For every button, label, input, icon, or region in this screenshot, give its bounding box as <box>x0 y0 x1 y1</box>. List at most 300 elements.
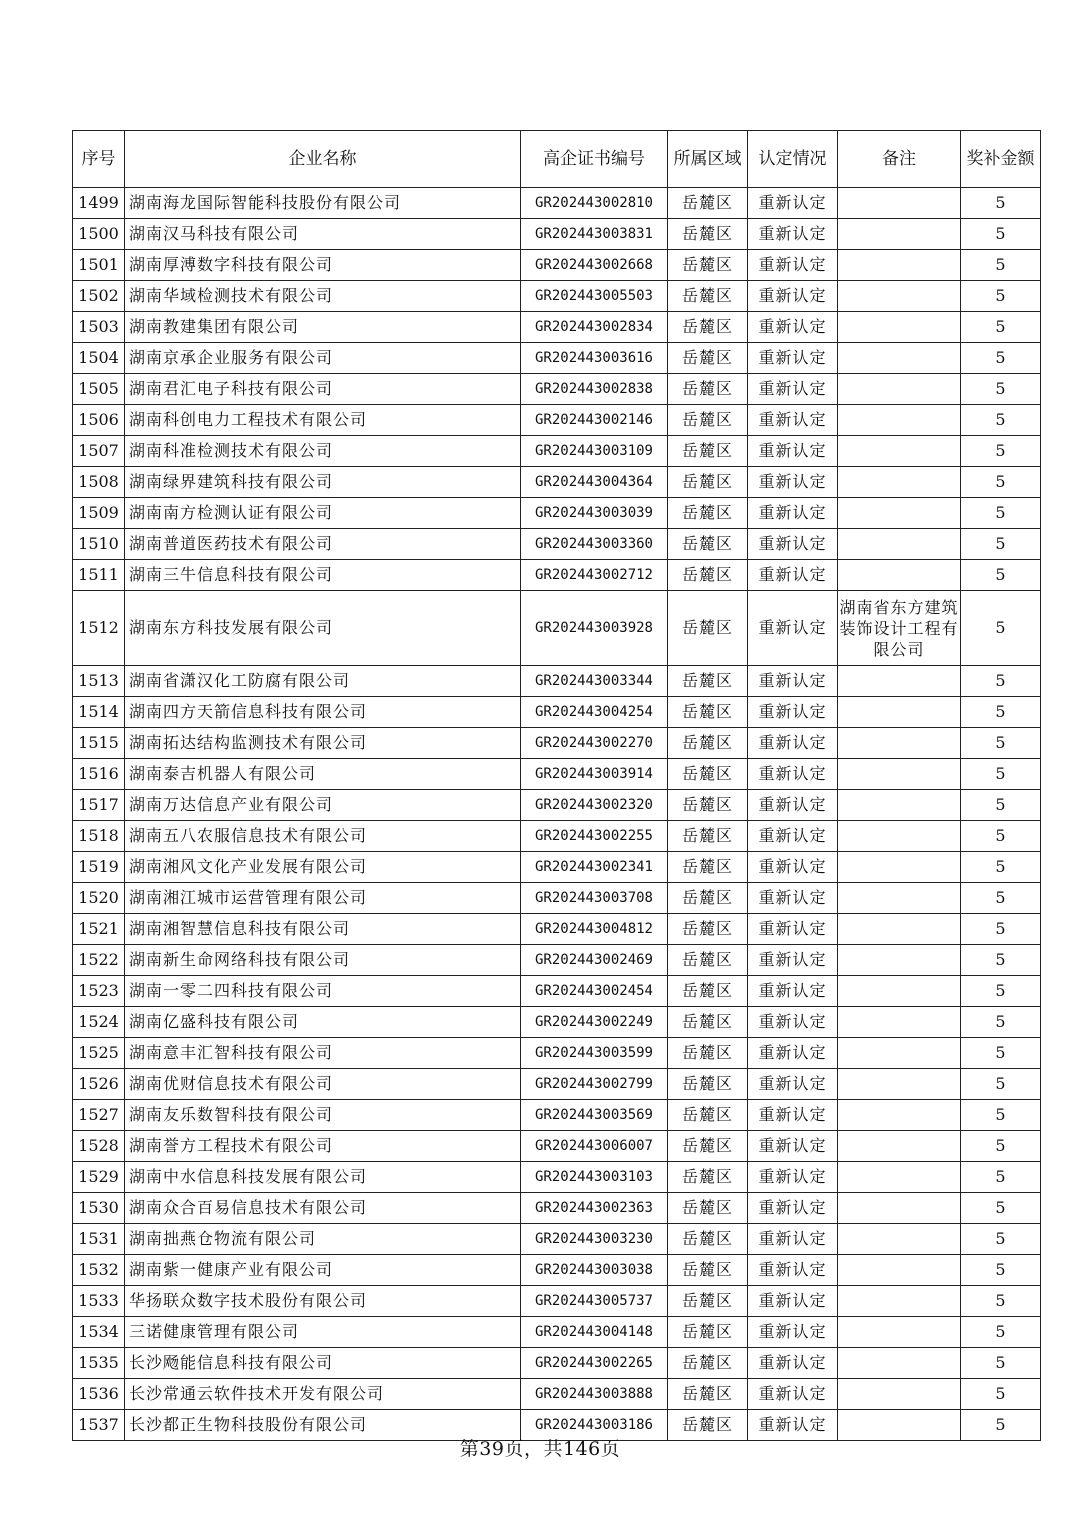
cell-amount: 5 <box>961 697 1041 728</box>
cell-status: 重新认定 <box>748 591 838 666</box>
cell-amount: 5 <box>961 281 1041 312</box>
cell-region: 岳麓区 <box>668 1131 748 1162</box>
cell-amount: 5 <box>961 1348 1041 1379</box>
cell-seq: 1508 <box>73 467 125 498</box>
cell-note <box>838 1162 961 1193</box>
cell-cert-number: GR202443002712 <box>521 560 668 591</box>
cell-company-name: 湖南湘风文化产业发展有限公司 <box>125 852 521 883</box>
cell-seq: 1499 <box>73 188 125 219</box>
cell-amount: 5 <box>961 1410 1041 1441</box>
cell-note <box>838 405 961 436</box>
cell-region: 岳麓区 <box>668 591 748 666</box>
cell-note <box>838 821 961 852</box>
cell-region: 岳麓区 <box>668 945 748 976</box>
cell-amount: 5 <box>961 666 1041 697</box>
cell-region: 岳麓区 <box>668 883 748 914</box>
cell-status: 重新认定 <box>748 1348 838 1379</box>
cell-note <box>838 697 961 728</box>
cell-seq: 1532 <box>73 1255 125 1286</box>
table-row <box>73 436 1041 467</box>
cell-seq: 1500 <box>73 219 125 250</box>
cell-cert-number: GR202443002838 <box>521 374 668 405</box>
cell-note <box>838 560 961 591</box>
cell-seq: 1519 <box>73 852 125 883</box>
header-status: 认定情况 <box>748 131 838 188</box>
cell-seq: 1527 <box>73 1100 125 1131</box>
cell-company-name: 湖南拓达结构监测技术有限公司 <box>125 728 521 759</box>
cell-cert-number: GR202443003831 <box>521 219 668 250</box>
cell-status: 重新认定 <box>748 1131 838 1162</box>
cell-region: 岳麓区 <box>668 529 748 560</box>
table-row <box>73 852 1041 883</box>
cell-company-name: 湖南君汇电子科技有限公司 <box>125 374 521 405</box>
cell-region: 岳麓区 <box>668 250 748 281</box>
cell-seq: 1526 <box>73 1069 125 1100</box>
cell-amount: 5 <box>961 529 1041 560</box>
cell-note <box>838 312 961 343</box>
cell-note <box>838 1100 961 1131</box>
cell-company-name: 湖南众合百易信息技术有限公司 <box>125 1193 521 1224</box>
cell-status: 重新认定 <box>748 759 838 790</box>
cell-company-name: 湖南绿界建筑科技有限公司 <box>125 467 521 498</box>
cell-seq: 1502 <box>73 281 125 312</box>
cell-status: 重新认定 <box>748 1100 838 1131</box>
cell-amount: 5 <box>961 759 1041 790</box>
table-body <box>73 188 1041 1441</box>
cell-amount: 5 <box>961 976 1041 1007</box>
table-row <box>73 1100 1041 1131</box>
cell-status: 重新认定 <box>748 1379 838 1410</box>
cell-seq: 1530 <box>73 1193 125 1224</box>
cell-amount: 5 <box>961 591 1041 666</box>
header-company-name: 企业名称 <box>125 131 521 188</box>
cell-note <box>838 728 961 759</box>
table-row <box>73 188 1041 219</box>
cell-seq: 1524 <box>73 1007 125 1038</box>
cell-region: 岳麓区 <box>668 821 748 852</box>
cell-seq: 1501 <box>73 250 125 281</box>
cell-status: 重新认定 <box>748 821 838 852</box>
cell-amount: 5 <box>961 1007 1041 1038</box>
cell-cert-number: GR202443005737 <box>521 1286 668 1317</box>
cell-company-name: 湖南誉方工程技术有限公司 <box>125 1131 521 1162</box>
table-row <box>73 1286 1041 1317</box>
table-row <box>73 666 1041 697</box>
cell-company-name: 华扬联众数字技术股份有限公司 <box>125 1286 521 1317</box>
cell-cert-number: GR202443004364 <box>521 467 668 498</box>
header-row <box>73 131 1041 188</box>
cell-cert-number: GR202443003888 <box>521 1379 668 1410</box>
cell-region: 岳麓区 <box>668 498 748 529</box>
cell-cert-number: GR202443003344 <box>521 666 668 697</box>
cell-region: 岳麓区 <box>668 1255 748 1286</box>
cell-cert-number: GR202443004812 <box>521 914 668 945</box>
cell-seq: 1528 <box>73 1131 125 1162</box>
table-row <box>73 728 1041 759</box>
cell-amount: 5 <box>961 1255 1041 1286</box>
cell-status: 重新认定 <box>748 1317 838 1348</box>
table-row <box>73 945 1041 976</box>
table-row <box>73 498 1041 529</box>
cell-seq: 1518 <box>73 821 125 852</box>
header-region: 所属区域 <box>668 131 748 188</box>
cell-seq: 1509 <box>73 498 125 529</box>
cell-status: 重新认定 <box>748 1255 838 1286</box>
header-cert-number: 高企证书编号 <box>521 131 668 188</box>
cell-note <box>838 498 961 529</box>
cell-region: 岳麓区 <box>668 405 748 436</box>
cell-company-name: 湖南友乐数智科技有限公司 <box>125 1100 521 1131</box>
cell-status: 重新认定 <box>748 1224 838 1255</box>
cell-company-name: 湖南教建集团有限公司 <box>125 312 521 343</box>
cell-amount: 5 <box>961 374 1041 405</box>
cell-region: 岳麓区 <box>668 1069 748 1100</box>
cell-seq: 1523 <box>73 976 125 1007</box>
cell-cert-number: GR202443002255 <box>521 821 668 852</box>
cell-company-name: 湖南优财信息技术有限公司 <box>125 1069 521 1100</box>
table-row <box>73 1069 1041 1100</box>
cell-cert-number: GR202443003616 <box>521 343 668 374</box>
table-row <box>73 405 1041 436</box>
cell-status: 重新认定 <box>748 1162 838 1193</box>
cell-note <box>838 914 961 945</box>
cell-seq: 1525 <box>73 1038 125 1069</box>
cell-company-name: 湖南四方天箭信息科技有限公司 <box>125 697 521 728</box>
cell-amount: 5 <box>961 1286 1041 1317</box>
cell-status: 重新认定 <box>748 790 838 821</box>
cell-seq: 1503 <box>73 312 125 343</box>
cell-region: 岳麓区 <box>668 312 748 343</box>
cell-cert-number: GR202443002469 <box>521 945 668 976</box>
cell-region: 岳麓区 <box>668 467 748 498</box>
table-row <box>73 883 1041 914</box>
cell-company-name: 湖南京承企业服务有限公司 <box>125 343 521 374</box>
table-row <box>73 560 1041 591</box>
cell-seq: 1511 <box>73 560 125 591</box>
cell-seq: 1516 <box>73 759 125 790</box>
cell-note <box>838 219 961 250</box>
cell-amount: 5 <box>961 1131 1041 1162</box>
cell-seq: 1507 <box>73 436 125 467</box>
cell-region: 岳麓区 <box>668 1100 748 1131</box>
cell-note <box>838 976 961 1007</box>
table-header <box>73 131 1041 188</box>
table-row <box>73 976 1041 1007</box>
cell-region: 岳麓区 <box>668 914 748 945</box>
cell-seq: 1534 <box>73 1317 125 1348</box>
cell-status: 重新认定 <box>748 560 838 591</box>
table-row <box>73 1131 1041 1162</box>
cell-status: 重新认定 <box>748 945 838 976</box>
cell-status: 重新认定 <box>748 436 838 467</box>
cell-company-name: 湖南泰吉机器人有限公司 <box>125 759 521 790</box>
cell-note <box>838 883 961 914</box>
cell-status: 重新认定 <box>748 250 838 281</box>
cell-cert-number: GR202443002799 <box>521 1069 668 1100</box>
table-row <box>73 1007 1041 1038</box>
cell-company-name: 湖南厚溥数字科技有限公司 <box>125 250 521 281</box>
cell-amount: 5 <box>961 560 1041 591</box>
table-row <box>73 821 1041 852</box>
cell-region: 岳麓区 <box>668 374 748 405</box>
cell-status: 重新认定 <box>748 1286 838 1317</box>
cell-company-name: 湖南意丰汇智科技有限公司 <box>125 1038 521 1069</box>
cell-status: 重新认定 <box>748 498 838 529</box>
cell-status: 重新认定 <box>748 728 838 759</box>
cell-company-name: 湖南亿盛科技有限公司 <box>125 1007 521 1038</box>
header-seq: 序号 <box>73 131 125 188</box>
cell-note <box>838 945 961 976</box>
cell-cert-number: GR202443005503 <box>521 281 668 312</box>
cell-note <box>838 790 961 821</box>
cell-note <box>838 1038 961 1069</box>
table-row <box>73 1193 1041 1224</box>
cell-amount: 5 <box>961 728 1041 759</box>
cell-status: 重新认定 <box>748 666 838 697</box>
table-row <box>73 250 1041 281</box>
cell-company-name: 湖南新生命网络科技有限公司 <box>125 945 521 976</box>
cell-amount: 5 <box>961 1100 1041 1131</box>
cell-seq: 1536 <box>73 1379 125 1410</box>
table-row <box>73 1162 1041 1193</box>
cell-cert-number: GR202443003109 <box>521 436 668 467</box>
cell-seq: 1521 <box>73 914 125 945</box>
cell-company-name: 湖南华域检测技术有限公司 <box>125 281 521 312</box>
cell-note <box>838 343 961 374</box>
table-row <box>73 591 1041 666</box>
cell-amount: 5 <box>961 1069 1041 1100</box>
cell-note <box>838 467 961 498</box>
cell-cert-number: GR202443003103 <box>521 1162 668 1193</box>
cell-company-name: 湖南湘智慧信息科技有限公司 <box>125 914 521 945</box>
table-row <box>73 467 1041 498</box>
table-row <box>73 1317 1041 1348</box>
cell-region: 岳麓区 <box>668 1410 748 1441</box>
cell-region: 岳麓区 <box>668 219 748 250</box>
cell-cert-number: GR202443006007 <box>521 1131 668 1162</box>
cell-cert-number: GR202443004254 <box>521 697 668 728</box>
cell-seq: 1517 <box>73 790 125 821</box>
table-row <box>73 219 1041 250</box>
cell-company-name: 湖南汉马科技有限公司 <box>125 219 521 250</box>
cell-seq: 1535 <box>73 1348 125 1379</box>
cell-cert-number: GR202443002270 <box>521 728 668 759</box>
cell-company-name: 湖南拙燕仓物流有限公司 <box>125 1224 521 1255</box>
cell-region: 岳麓区 <box>668 1379 748 1410</box>
cell-status: 重新认定 <box>748 343 838 374</box>
cell-amount: 5 <box>961 1379 1041 1410</box>
cell-cert-number: GR202443002454 <box>521 976 668 1007</box>
table-row <box>73 312 1041 343</box>
header-note: 备注 <box>838 131 961 188</box>
cell-seq: 1512 <box>73 591 125 666</box>
table-row <box>73 343 1041 374</box>
table-row <box>73 1348 1041 1379</box>
cell-status: 重新认定 <box>748 976 838 1007</box>
cell-cert-number: GR202443003230 <box>521 1224 668 1255</box>
cell-cert-number: GR202443002265 <box>521 1348 668 1379</box>
cell-status: 重新认定 <box>748 467 838 498</box>
cell-note <box>838 759 961 790</box>
cell-amount: 5 <box>961 1193 1041 1224</box>
cell-status: 重新认定 <box>748 1410 838 1441</box>
cell-note: 湖南省东方建筑装饰设计工程有限公司 <box>838 591 961 666</box>
cell-company-name: 湖南普道医药技术有限公司 <box>125 529 521 560</box>
cell-status: 重新认定 <box>748 1193 838 1224</box>
cell-company-name: 湖南东方科技发展有限公司 <box>125 591 521 666</box>
cell-company-name: 三诺健康管理有限公司 <box>125 1317 521 1348</box>
cell-note <box>838 1007 961 1038</box>
cell-amount: 5 <box>961 188 1041 219</box>
cell-note <box>838 1224 961 1255</box>
cell-note <box>838 1286 961 1317</box>
cell-status: 重新认定 <box>748 852 838 883</box>
cell-status: 重新认定 <box>748 883 838 914</box>
cell-amount: 5 <box>961 790 1041 821</box>
cell-cert-number: GR202443003039 <box>521 498 668 529</box>
cell-cert-number: GR202443002810 <box>521 188 668 219</box>
cell-cert-number: GR202443002146 <box>521 405 668 436</box>
cell-company-name: 湖南省潇汉化工防腐有限公司 <box>125 666 521 697</box>
cell-amount: 5 <box>961 1317 1041 1348</box>
cell-region: 岳麓区 <box>668 1007 748 1038</box>
cell-cert-number: GR202443002363 <box>521 1193 668 1224</box>
cell-seq: 1533 <box>73 1286 125 1317</box>
cell-cert-number: GR202443002341 <box>521 852 668 883</box>
cell-amount: 5 <box>961 914 1041 945</box>
cell-amount: 5 <box>961 1224 1041 1255</box>
cell-amount: 5 <box>961 250 1041 281</box>
cell-status: 重新认定 <box>748 1007 838 1038</box>
cell-seq: 1506 <box>73 405 125 436</box>
table-row <box>73 281 1041 312</box>
cell-note <box>838 1069 961 1100</box>
cell-company-name: 湖南三牛信息科技有限公司 <box>125 560 521 591</box>
cell-status: 重新认定 <box>748 697 838 728</box>
cell-status: 重新认定 <box>748 374 838 405</box>
cell-note <box>838 281 961 312</box>
cell-region: 岳麓区 <box>668 1317 748 1348</box>
cell-status: 重新认定 <box>748 1069 838 1100</box>
cell-note <box>838 436 961 467</box>
cell-region: 岳麓区 <box>668 728 748 759</box>
cell-region: 岳麓区 <box>668 666 748 697</box>
cell-seq: 1515 <box>73 728 125 759</box>
cell-note <box>838 852 961 883</box>
header-amount: 奖补金额 <box>961 131 1041 188</box>
cell-cert-number: GR202443002668 <box>521 250 668 281</box>
cell-seq: 1513 <box>73 666 125 697</box>
cell-company-name: 长沙飏能信息科技有限公司 <box>125 1348 521 1379</box>
cell-note <box>838 666 961 697</box>
cell-status: 重新认定 <box>748 281 838 312</box>
cell-status: 重新认定 <box>748 188 838 219</box>
table-row <box>73 1224 1041 1255</box>
cell-amount: 5 <box>961 852 1041 883</box>
cell-region: 岳麓区 <box>668 1193 748 1224</box>
cell-seq: 1537 <box>73 1410 125 1441</box>
cell-region: 岳麓区 <box>668 1286 748 1317</box>
cell-status: 重新认定 <box>748 914 838 945</box>
cell-amount: 5 <box>961 343 1041 374</box>
table-row <box>73 697 1041 728</box>
cell-amount: 5 <box>961 498 1041 529</box>
cell-status: 重新认定 <box>748 1038 838 1069</box>
cell-seq: 1522 <box>73 945 125 976</box>
cell-amount: 5 <box>961 219 1041 250</box>
cell-cert-number: GR202443002249 <box>521 1007 668 1038</box>
company-table <box>72 130 1041 1441</box>
cell-company-name: 湖南中水信息科技发展有限公司 <box>125 1162 521 1193</box>
cell-region: 岳麓区 <box>668 281 748 312</box>
cell-company-name: 湖南南方检测认证有限公司 <box>125 498 521 529</box>
cell-region: 岳麓区 <box>668 1162 748 1193</box>
cell-region: 岳麓区 <box>668 1348 748 1379</box>
cell-cert-number: GR202443003708 <box>521 883 668 914</box>
table-row <box>73 374 1041 405</box>
cell-region: 岳麓区 <box>668 560 748 591</box>
cell-region: 岳麓区 <box>668 790 748 821</box>
cell-region: 岳麓区 <box>668 1038 748 1069</box>
cell-cert-number: GR202443003569 <box>521 1100 668 1131</box>
cell-cert-number: GR202443003599 <box>521 1038 668 1069</box>
cell-cert-number: GR202443004148 <box>521 1317 668 1348</box>
cell-region: 岳麓区 <box>668 976 748 1007</box>
cell-region: 岳麓区 <box>668 1224 748 1255</box>
cell-seq: 1504 <box>73 343 125 374</box>
table-row <box>73 1255 1041 1286</box>
cell-company-name: 湖南五八农服信息技术有限公司 <box>125 821 521 852</box>
cell-company-name: 湖南万达信息产业有限公司 <box>125 790 521 821</box>
cell-note <box>838 1193 961 1224</box>
cell-amount: 5 <box>961 1162 1041 1193</box>
cell-region: 岳麓区 <box>668 343 748 374</box>
cell-amount: 5 <box>961 883 1041 914</box>
cell-cert-number: GR202443002320 <box>521 790 668 821</box>
table-row <box>73 914 1041 945</box>
cell-status: 重新认定 <box>748 529 838 560</box>
table-row <box>73 1038 1041 1069</box>
cell-status: 重新认定 <box>748 405 838 436</box>
cell-seq: 1514 <box>73 697 125 728</box>
cell-cert-number: GR202443002834 <box>521 312 668 343</box>
cell-note <box>838 250 961 281</box>
cell-company-name: 湖南海龙国际智能科技股份有限公司 <box>125 188 521 219</box>
cell-company-name: 长沙都正生物科技股份有限公司 <box>125 1410 521 1441</box>
cell-cert-number: GR202443003360 <box>521 529 668 560</box>
cell-company-name: 湖南科准检测技术有限公司 <box>125 436 521 467</box>
cell-note <box>838 1131 961 1162</box>
cell-amount: 5 <box>961 312 1041 343</box>
cell-seq: 1510 <box>73 529 125 560</box>
table-row <box>73 790 1041 821</box>
cell-company-name: 湖南紫一健康产业有限公司 <box>125 1255 521 1286</box>
cell-seq: 1520 <box>73 883 125 914</box>
cell-note <box>838 1379 961 1410</box>
cell-amount: 5 <box>961 436 1041 467</box>
cell-status: 重新认定 <box>748 312 838 343</box>
cell-amount: 5 <box>961 467 1041 498</box>
cell-region: 岳麓区 <box>668 759 748 790</box>
cell-note <box>838 529 961 560</box>
cell-note <box>838 1317 961 1348</box>
cell-region: 岳麓区 <box>668 436 748 467</box>
cell-amount: 5 <box>961 405 1041 436</box>
cell-company-name: 湖南科创电力工程技术有限公司 <box>125 405 521 436</box>
cell-region: 岳麓区 <box>668 852 748 883</box>
cell-cert-number: GR202443003914 <box>521 759 668 790</box>
cell-seq: 1505 <box>73 374 125 405</box>
